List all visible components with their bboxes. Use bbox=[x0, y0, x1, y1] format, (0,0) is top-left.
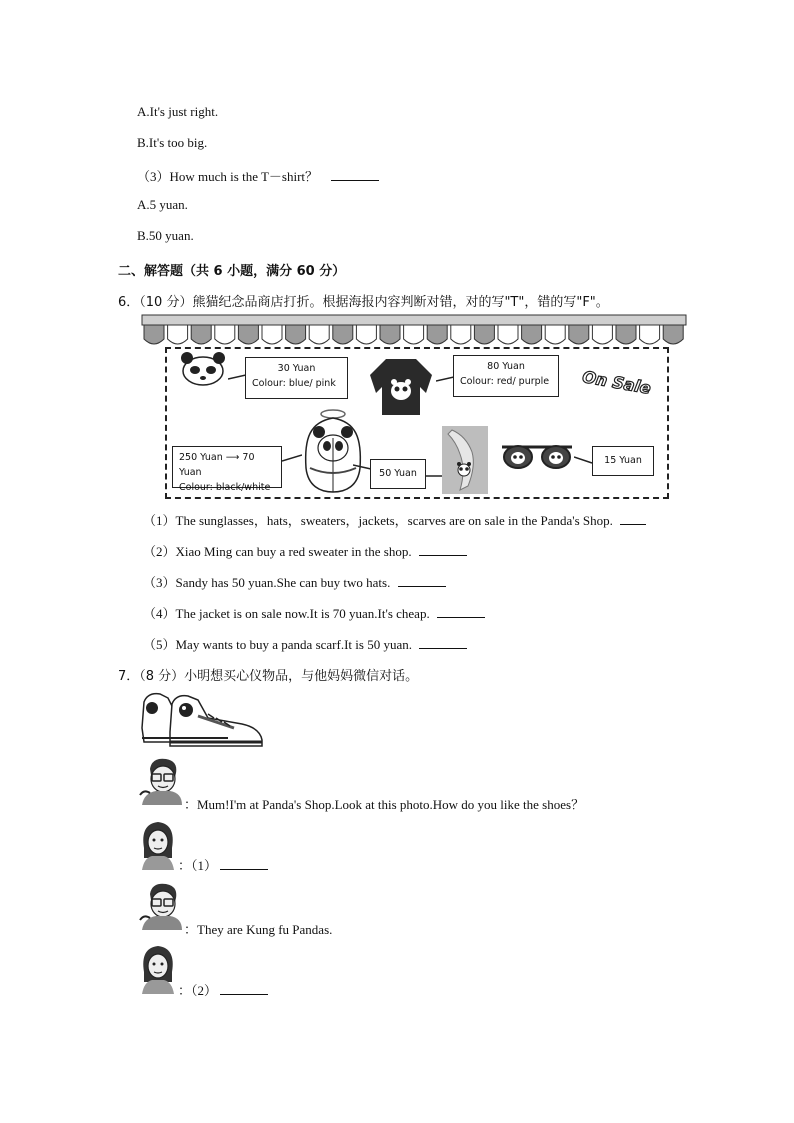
sweater-price-tag bbox=[453, 355, 559, 397]
panda-jacket-icon bbox=[300, 408, 366, 494]
panda-scarf-icon bbox=[442, 426, 488, 494]
q6-item-5 bbox=[143, 634, 467, 653]
sale-poster bbox=[140, 313, 688, 501]
sweater-price: 80 Yuan bbox=[487, 361, 525, 372]
jacket-price-old: 250 Yuan bbox=[179, 452, 223, 463]
dialog-line-2-text: ：（1） bbox=[178, 858, 218, 873]
option-b-q3: B.50 yuan. bbox=[137, 228, 194, 243]
awning-stripe bbox=[144, 325, 164, 344]
awning-stripe bbox=[380, 325, 400, 344]
dialog-line-1: ：Mum!I'm at Panda's Shop.Look at this photo.How do you like the shoes？ bbox=[184, 797, 585, 812]
awning-stripe bbox=[569, 325, 589, 344]
awning-stripe bbox=[616, 325, 636, 344]
awning-stripe bbox=[238, 325, 258, 344]
q6-item-4 bbox=[143, 603, 485, 622]
awning-icon bbox=[140, 313, 688, 349]
mum-avatar-icon bbox=[138, 818, 178, 870]
question-6-title: 6．（10 分）熊猫纪念品商店打折。根据海报内容判断对错，对的写"T"，错的写"F"。 bbox=[118, 295, 609, 310]
option-a-prev: A.It's just right. bbox=[137, 104, 219, 119]
dialog-line-4 bbox=[178, 980, 268, 999]
awning-stripe bbox=[427, 325, 447, 344]
section-title: 二、解答题（共 6 小题，满分 60 分） bbox=[118, 264, 346, 279]
awning-stripe bbox=[191, 325, 211, 344]
sweater-colour: Colour: red/ purple bbox=[460, 376, 550, 387]
awning-stripe bbox=[215, 325, 235, 344]
awning-stripe bbox=[333, 325, 353, 344]
awning-stripe bbox=[522, 325, 542, 344]
answer-blank[interactable] bbox=[419, 543, 467, 556]
q6-item-5-text: （5）May wants to buy a panda scarf.It is 50 yuan. bbox=[143, 637, 412, 652]
q6-item-1-text: （1）The sunglasses，hats，sweaters，jackets，scarves are on sale in the Panda's Shop. bbox=[143, 513, 613, 528]
q6-item-3-text: （3）Sandy has 50 yuan.She can buy two hats. bbox=[143, 575, 391, 590]
awning-stripe bbox=[663, 325, 683, 344]
answer-blank[interactable] bbox=[220, 857, 268, 870]
q6-item-2-text: （2）Xiao Ming can buy a red sweater in the shop. bbox=[143, 544, 412, 559]
scarf-price-tag bbox=[370, 459, 426, 489]
q6-item-3 bbox=[143, 572, 446, 591]
awning-stripe bbox=[286, 325, 306, 344]
hat-price-tag bbox=[245, 357, 348, 399]
awning-stripe bbox=[404, 325, 424, 344]
mum-avatar-icon bbox=[138, 942, 178, 994]
arrow-right-icon: ⟶ bbox=[225, 452, 240, 463]
pointer-line bbox=[228, 373, 246, 383]
panda-sunglasses-icon bbox=[500, 441, 574, 471]
option-a-q3: A.5 yuan. bbox=[137, 197, 188, 212]
awning-stripe bbox=[451, 325, 471, 344]
boy-avatar-icon bbox=[138, 880, 184, 930]
question-7-title: 7．（8 分）小明想买心仪物品，与他妈妈微信对话。 bbox=[118, 669, 419, 684]
jacket-price-tag bbox=[172, 446, 282, 493]
awning-stripe bbox=[592, 325, 612, 344]
panda-hat-icon bbox=[178, 351, 228, 387]
answer-blank[interactable] bbox=[398, 574, 446, 587]
dialog-line-4-text: ：（2） bbox=[178, 983, 218, 998]
awning-stripe bbox=[640, 325, 660, 344]
dialog-line-2 bbox=[178, 855, 268, 874]
hat-colour: Colour: blue/ pink bbox=[252, 378, 336, 389]
jacket-colour: Colour: black/white bbox=[179, 482, 271, 493]
jacket-price-new: 70 Yuan bbox=[179, 452, 255, 478]
answer-blank[interactable] bbox=[437, 605, 485, 618]
answer-blank[interactable] bbox=[419, 636, 467, 649]
dialog-line-3: ：They are Kung fu Pandas. bbox=[184, 922, 333, 937]
answer-blank[interactable] bbox=[331, 168, 379, 181]
awning-stripe bbox=[545, 325, 565, 344]
question-3-text: （3）How much is the T－shirt？ bbox=[137, 169, 319, 184]
awning-stripe bbox=[262, 325, 282, 344]
on-sale-label: On Sale bbox=[580, 367, 653, 398]
awning-stripe bbox=[168, 325, 188, 344]
scarf-price: 50 Yuan bbox=[379, 468, 417, 479]
answer-blank[interactable] bbox=[620, 512, 646, 525]
pointer-line bbox=[574, 455, 594, 465]
panda-sweater-icon bbox=[368, 353, 434, 417]
glasses-price-tag bbox=[592, 446, 654, 476]
glasses-price: 15 Yuan bbox=[604, 455, 642, 466]
pointer-line bbox=[282, 453, 302, 463]
question-3 bbox=[137, 166, 379, 185]
jacket-price-line bbox=[179, 450, 275, 480]
awning-stripe bbox=[356, 325, 376, 344]
option-b-prev: B.It's too big. bbox=[137, 135, 208, 150]
awning-stripe bbox=[474, 325, 494, 344]
awning-stripe bbox=[498, 325, 518, 344]
hat-price: 30 Yuan bbox=[277, 363, 316, 374]
boy-avatar-icon bbox=[138, 755, 184, 805]
pointer-line bbox=[436, 375, 454, 383]
q6-item-4-text: （4）The jacket is on sale now.It is 70 yuan.It's cheap. bbox=[143, 606, 430, 621]
q6-item-2 bbox=[143, 541, 467, 560]
q6-item-1 bbox=[143, 510, 646, 529]
awning-stripe bbox=[309, 325, 329, 344]
panda-shoes-icon bbox=[138, 688, 264, 750]
answer-blank[interactable] bbox=[220, 982, 268, 995]
